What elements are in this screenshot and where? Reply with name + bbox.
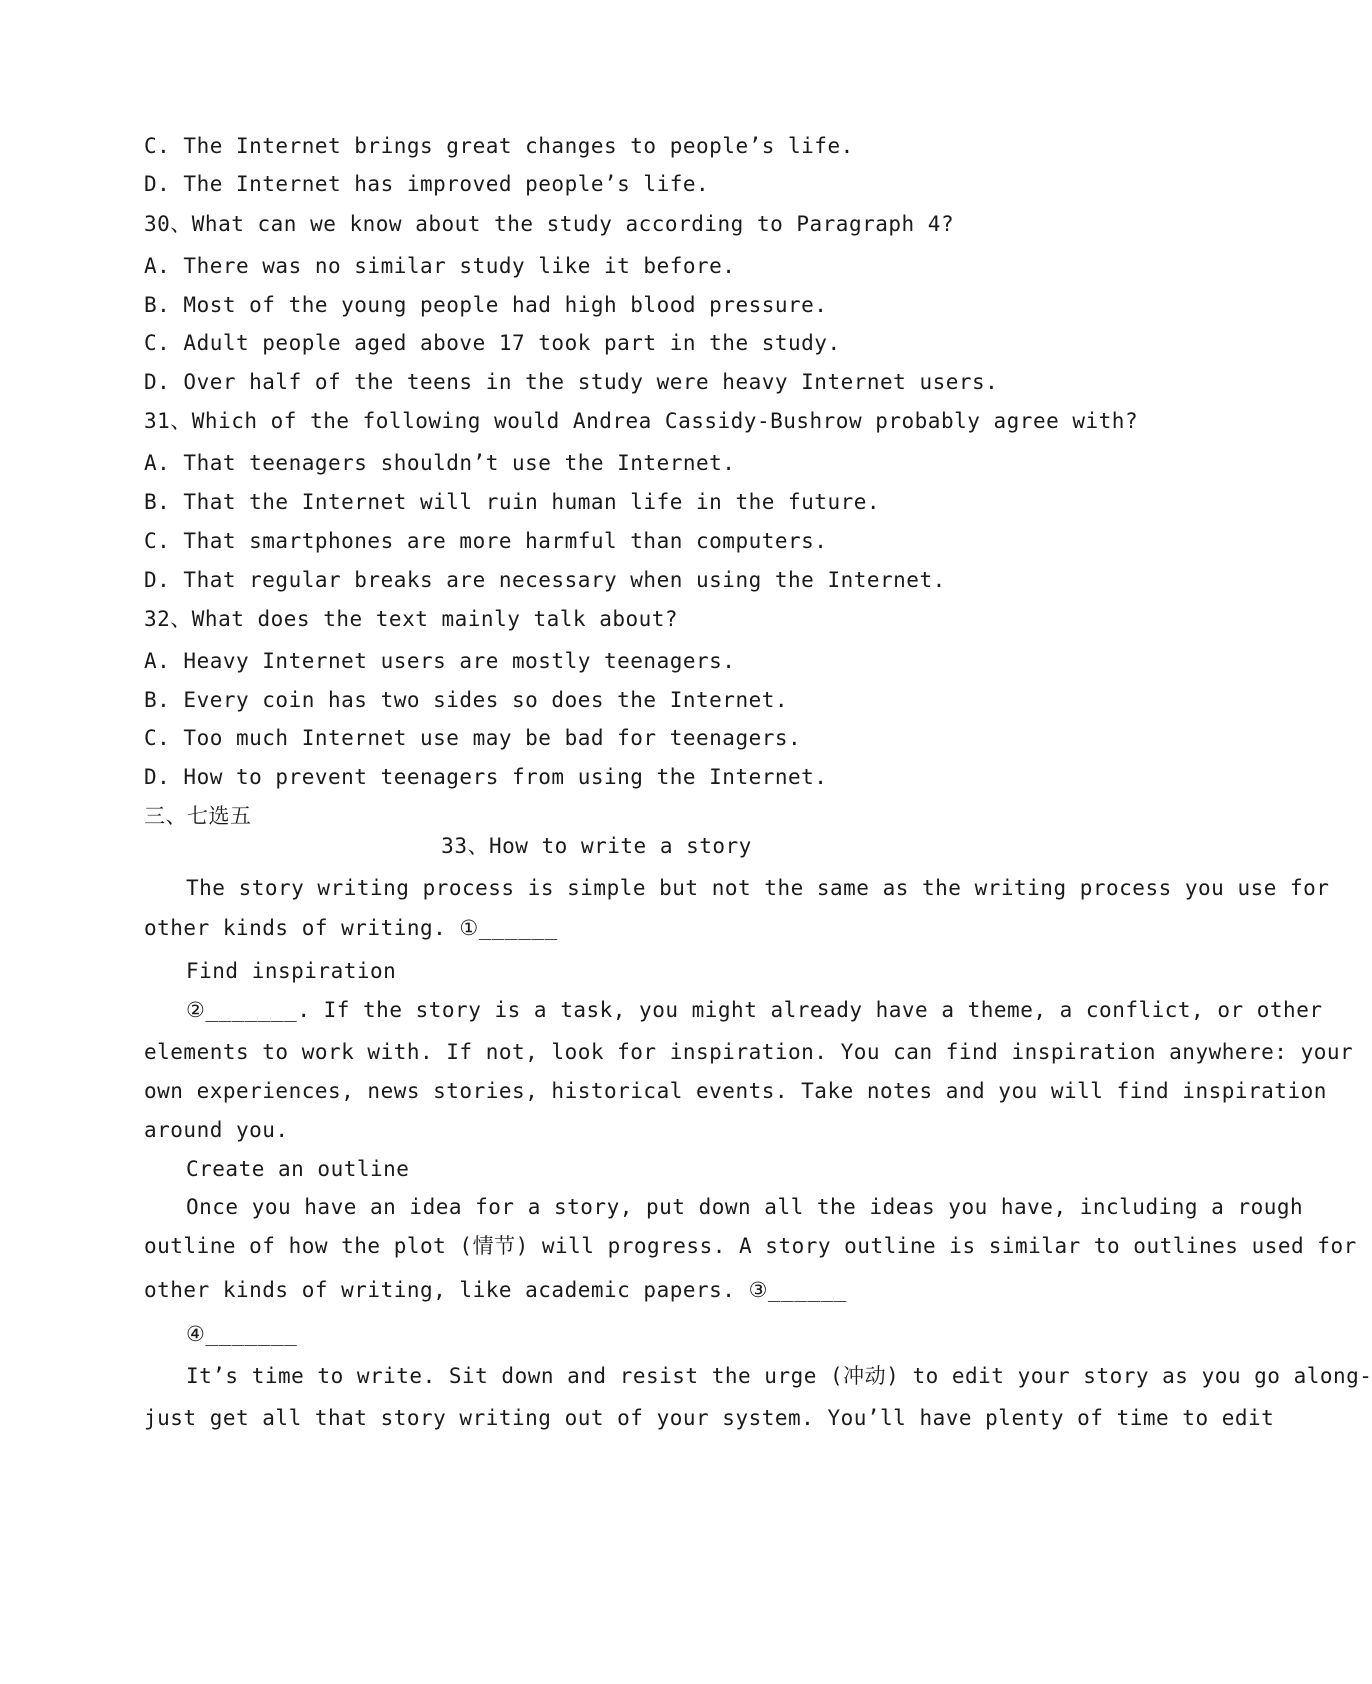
blank-4-heading: ④_______ bbox=[186, 1322, 298, 1346]
subheading-find-inspiration: Find inspiration bbox=[186, 959, 397, 983]
paragraph-1-line-1: The story writing process is simple but not the same as the writing process you use for bbox=[186, 876, 1330, 900]
q32-option-c: C. Too much Internet use may be bad for teenagers. bbox=[144, 726, 802, 750]
q29-option-d: D. The Internet has improved people’s life. bbox=[144, 172, 710, 196]
q32-option-b: B. Every coin has two sides so does the Internet. bbox=[144, 688, 789, 712]
q31-option-d: D. That regular breaks are necessary when using the Internet. bbox=[144, 568, 946, 592]
q30-option-b: B. Most of the young people had high blood pressure. bbox=[144, 293, 828, 317]
q30-option-d: D. Over half of the teens in the study were heavy Internet users. bbox=[144, 370, 999, 394]
paragraph-4-line-2: just get all that story writing out of your system. You’ll have plenty of time to edit bbox=[144, 1406, 1275, 1430]
q32-option-d: D. How to prevent teenagers from using the Internet. bbox=[144, 765, 828, 789]
q31-option-c: C. That smartphones are more harmful than computers. bbox=[144, 529, 828, 553]
q31-option-a: A. That teenagers shouldn’t use the Internet. bbox=[144, 451, 736, 475]
q32-option-a: A. Heavy Internet users are mostly teenagers. bbox=[144, 649, 736, 673]
paragraph-2-line-3: own experiences, news stories, historical events. Take notes and you will find inspiration bbox=[144, 1079, 1327, 1103]
subheading-create-outline: Create an outline bbox=[186, 1157, 410, 1181]
q30-option-a: A. There was no similar study like it before. bbox=[144, 254, 736, 278]
paragraph-2-line-1: ②_______. If the story is a task, you might already have a theme, a conflict, or other bbox=[186, 998, 1323, 1022]
q31-option-b: B. That the Internet will ruin human life in the future. bbox=[144, 490, 881, 514]
section-heading: 三、七选五 bbox=[144, 804, 252, 828]
paragraph-3-line-3: other kinds of writing, like academic papers. ③______ bbox=[144, 1278, 847, 1302]
passage-title: 33、How to write a story bbox=[441, 834, 752, 858]
q30-option-c: C. Adult people aged above 17 took part in the study. bbox=[144, 331, 841, 355]
paragraph-3-line-2: outline of how the plot (情节) will progress. A story outline is similar to outlines used for bbox=[144, 1234, 1357, 1258]
paragraph-2-line-4: around you. bbox=[144, 1118, 289, 1142]
q31-question: 31、Which of the following would Andrea Cassidy-Bushrow probably agree with? bbox=[144, 409, 1139, 433]
document-page bbox=[144, 0, 1372, 1684]
paragraph-2-line-2: elements to work with. If not, look for inspiration. You can find inspiration anywhere: your bbox=[144, 1040, 1354, 1064]
paragraph-1-line-2: other kinds of writing. ①______ bbox=[144, 916, 558, 940]
paragraph-3-line-1: Once you have an idea for a story, put down all the ideas you have, including a rough bbox=[186, 1195, 1304, 1219]
paragraph-4-line-1: It’s time to write. Sit down and resist the urge (冲动) to edit your story as you go along- bbox=[186, 1364, 1372, 1388]
q32-question: 32、What does the text mainly talk about? bbox=[144, 607, 679, 631]
q30-question: 30、What can we know about the study according to Paragraph 4? bbox=[144, 212, 955, 236]
q29-option-c: C. The Internet brings great changes to people’s life. bbox=[144, 134, 854, 158]
